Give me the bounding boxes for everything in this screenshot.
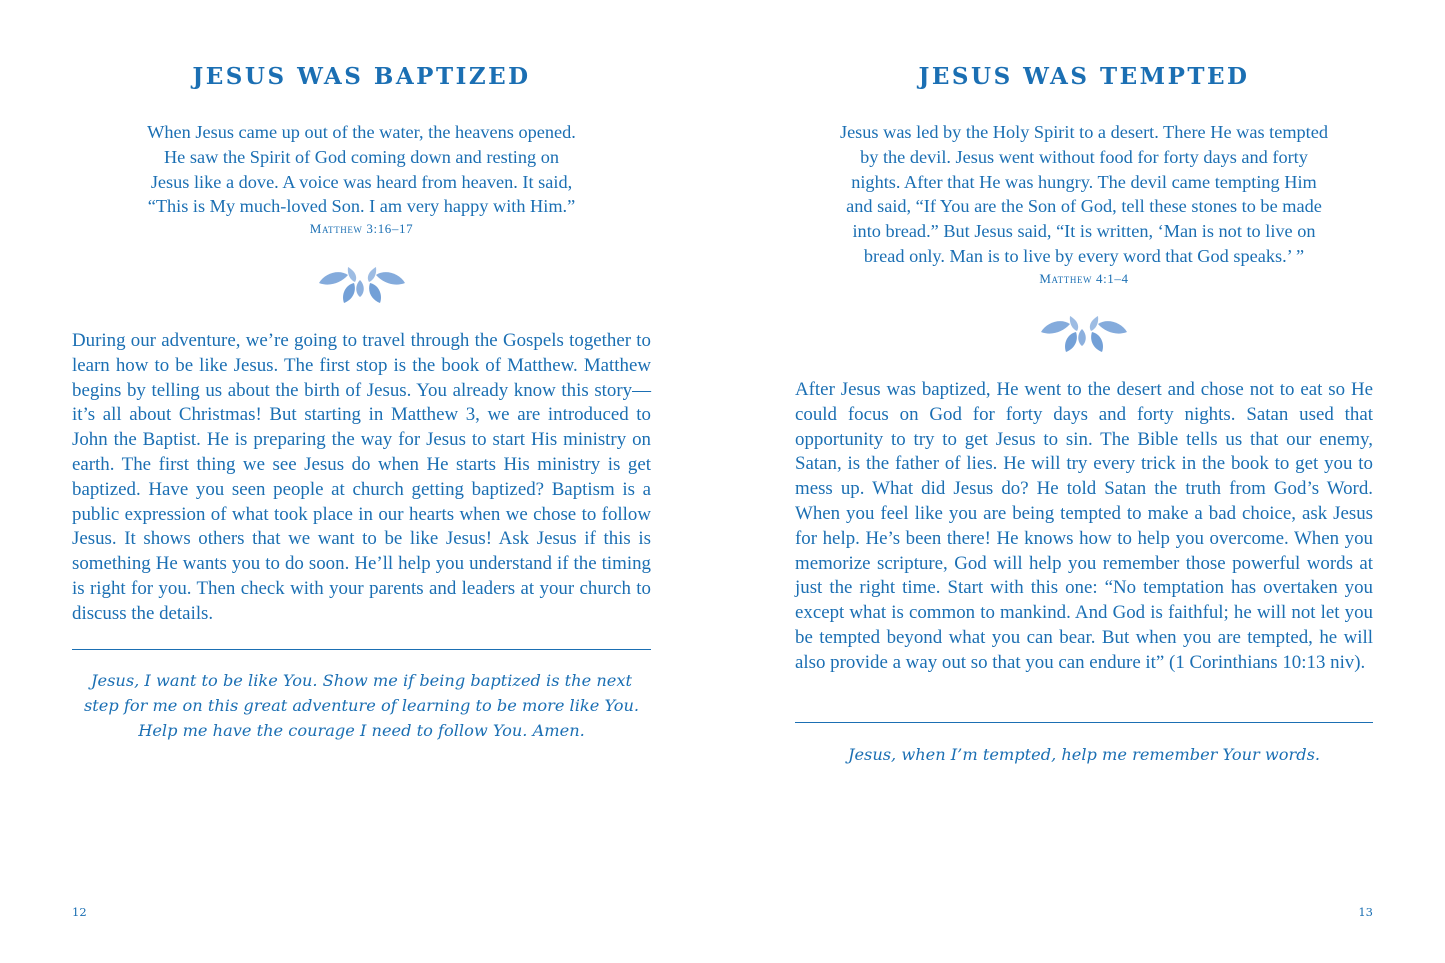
verse-reference: Matthew 4:1–4 <box>1039 270 1129 286</box>
left-prayer <box>72 669 651 743</box>
verse-line: into bread.” But Jesus said, “It is written, ‘Man is not to live on <box>852 221 1316 242</box>
verse-line: “This is My much-loved Son. I am very happy with Him.” <box>147 196 576 217</box>
left-page-title: JESUS WAS BAPTIZED <box>192 63 531 90</box>
prayer-line: step for me on this great adventure of learning to be more like You. <box>83 695 640 715</box>
divider-rule <box>72 649 651 650</box>
page-number-left: 12 <box>72 905 87 919</box>
verse-line: bread only. Man is to live by every word that God speaks.’ ” <box>863 245 1305 266</box>
blue-petal-ornament-icon <box>317 262 407 306</box>
prayer-line: Jesus, when I’m tempted, help me remember Your words. <box>847 745 1321 764</box>
right-verse-quote <box>795 120 1373 290</box>
left-verse-quote <box>72 120 651 240</box>
verse-line: Jesus like a dove. A voice was heard from heaven. It said, <box>150 171 573 192</box>
verse-line: When Jesus came up out of the water, the heavens opened. <box>147 122 576 142</box>
blue-petal-ornament-icon <box>1039 311 1129 355</box>
left-body-text: During our adventure, we’re going to travel through the Gospels together to learn how to be like Jesus. The first stop is the book of Matthew. Matthew begins by telling us about the birth of Jesus. You already know this story—it’s all about Christmas! But starting in Matthew 3, we are introduced to John the Baptist. He is preparing the way for Jesus to start His ministry on earth. The first thing we see Jesus do when He starts His ministry is get baptized. Have you seen people at church getting baptized? Baptism is a public expression of what took place in our hearts when we chose to follow Jesus. It shows others that we want to be like Jesus! Ask Jesus if this is something He wants you to do soon. He’ll help you understand if the timing is right for you. Then check with your parents and leaders at your church to discuss the details. <box>72 330 651 624</box>
right-page-title: JESUS WAS TEMPTED <box>918 63 1250 90</box>
verse-reference: Matthew 3:16–17 <box>309 221 414 237</box>
divider-rule <box>795 722 1373 723</box>
verse-line: by the devil. Jesus went without food for forty days and forty <box>860 146 1308 167</box>
verse-line: He saw the Spirit of God coming down and resting on <box>163 146 560 167</box>
prayer-line: Help me have the courage I need to follow You. Amen. <box>138 720 585 740</box>
prayer-line: Jesus, I want to be like You. Show me if being baptized is the next <box>91 671 632 690</box>
left-page <box>72 0 651 963</box>
verse-line: nights. After that He was hungry. The devil came tempting Him <box>851 171 1317 192</box>
right-page <box>795 0 1373 963</box>
right-prayer <box>795 743 1373 768</box>
page-number-right: 13 <box>1358 905 1373 919</box>
verse-line: Jesus was led by the Holy Spirit to a desert. There He was tempted <box>839 122 1329 142</box>
verse-line: and said, “If You are the Son of God, tell these stones to be made <box>846 196 1322 217</box>
right-body-text: After Jesus was baptized, He went to the desert and chose not to eat so He could focus on God for forty days and forty nights. Satan used that opportunity to try to get Jesus to sin. The Bible tells us that our enemy, Satan, is the father of lies. He will try every trick in the book to get you to mess up. What did Jesus do? He told Satan the truth from God’s Word. When you feel like you are being tempted to make a bad choice, ask Jesus for help. He’s been there! He knows how to help you overcome. When you memorize scripture, God will help you remember those powerful words at just the right time. Start with this one: “No temptation has overtaken you except what is common to mankind. And God is faithful; he will not let you be tempted beyond what you can bear. But when you are tempted, he will also provide a way out so that you can endure it” (1 Corinthians 10:13 niv). <box>795 379 1373 673</box>
